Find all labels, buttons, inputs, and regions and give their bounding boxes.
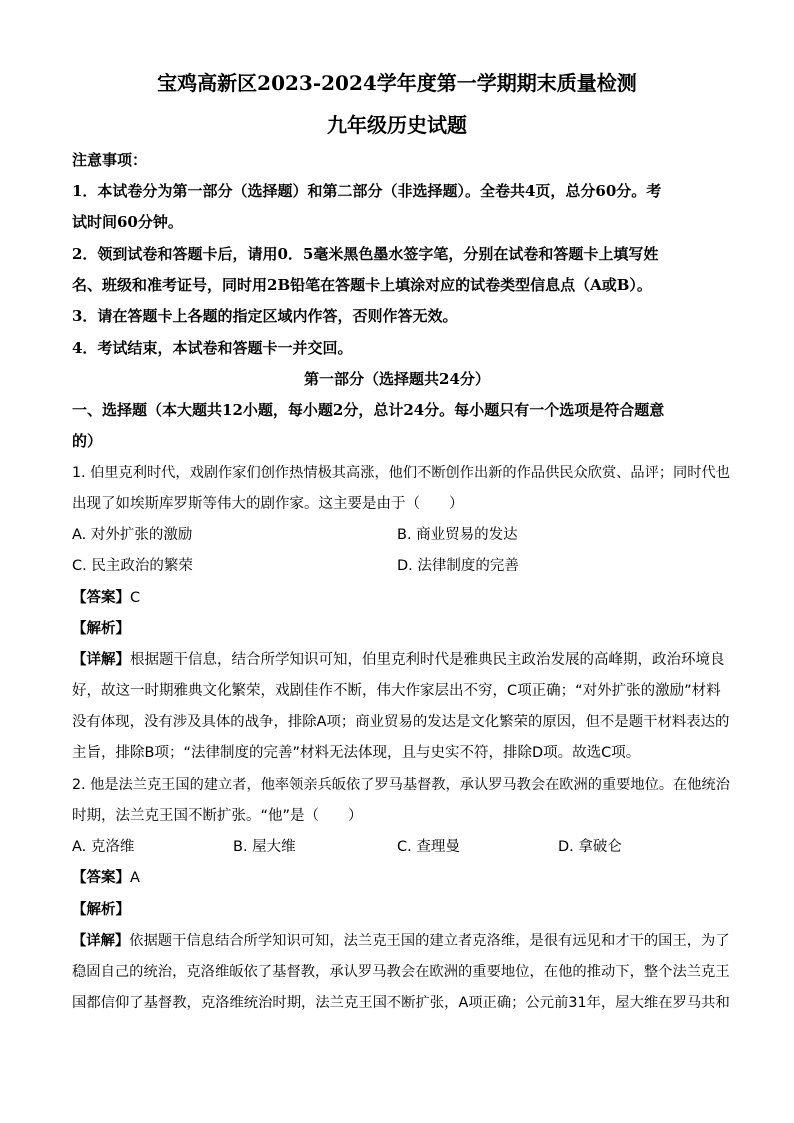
notice-line: 3．请在答题卡上各题的指定区域内作答，否则作答无效。 bbox=[72, 307, 458, 325]
part1-heading: 第一部分（选择题共24分） bbox=[304, 370, 490, 388]
detail-label: 【详解】 bbox=[72, 652, 130, 668]
q2-option-b: B. 屋大维 bbox=[233, 839, 296, 855]
q1-option-c: C. 民主政治的繁荣 bbox=[72, 558, 193, 574]
q1-analysis-label: 【解析】 bbox=[72, 621, 130, 637]
q2-stem: 2. 他是法兰克王国的建立者，他率领亲兵皈依了罗马基督教，承认罗马教会在欧洲的重要地位。在他统治 bbox=[72, 777, 730, 793]
q2-answer bbox=[72, 868, 140, 888]
notice-line: 试时间60分钟。 bbox=[72, 213, 183, 231]
exam-title: 宝鸡高新区2023-2024学年度第一学期期末质量检测 bbox=[157, 71, 637, 95]
q1-detail bbox=[72, 650, 725, 670]
notice-line: 2．领到试卷和答题卡后，请用0．5毫米黑色墨水签字笔，分别在试卷和答题卡上填写姓 bbox=[72, 245, 659, 263]
notice-line: 名、班级和准考证号，同时用2B铅笔在答题卡上填涂对应的试卷类型信息点（A或B）。 bbox=[72, 276, 652, 294]
q1-stem: 1. 伯里克利时代，戏剧作家们创作热情极其高涨，他们不断创作出新的作品供民众欣赏、品评；同时代也 bbox=[72, 465, 730, 481]
q2-stem-cont: 时期，法兰克王国不断扩张。“他”是（ ） bbox=[72, 808, 363, 824]
q2-option-c: C. 查理曼 bbox=[397, 839, 460, 855]
notice-heading: 注意事项： bbox=[72, 151, 148, 169]
detail-label: 【详解】 bbox=[72, 933, 130, 949]
q2-option-d: D. 拿破仑 bbox=[558, 839, 622, 855]
q1-answer bbox=[72, 588, 140, 608]
q1-option-b: B. 商业贸易的发达 bbox=[397, 527, 518, 543]
detail-text: 依据题干信息结合所学知识可知，法兰克王国的建立者克洛维，是很有远见和才干的国王，为了 bbox=[129, 933, 730, 949]
answer-value: A bbox=[130, 870, 140, 886]
notice-line: 1．本试卷分为第一部分（选择题）和第二部分（非选择题）。全卷共4页，总分60分。考 bbox=[72, 182, 662, 200]
answer-label: 【答案】 bbox=[72, 870, 130, 886]
answer-label: 【答案】 bbox=[72, 590, 130, 606]
section-heading-cont: 的） bbox=[72, 432, 103, 450]
detail-text: 根据题干信息，结合所学知识可知，伯里克利时代是雅典民主政治发展的高峰期，政治环境良 bbox=[130, 652, 725, 668]
q1-detail-cont: 主旨，排除B项；“法律制度的完善”材料无法体现，且与史实不符，排除D项。故选C项。 bbox=[72, 745, 641, 761]
q2-detail bbox=[72, 931, 730, 951]
q1-option-d: D. 法律制度的完善 bbox=[397, 558, 519, 574]
q2-analysis-label: 【解析】 bbox=[72, 902, 130, 918]
q2-detail-cont: 国都信仰了基督教，克洛维统治时期，法兰克王国不断扩张，A项正确；公元前31年，屋大维在罗马共和 bbox=[72, 995, 730, 1011]
exam-subtitle: 九年级历史试题 bbox=[327, 113, 467, 137]
notice-line: 4．考试结束，本试卷和答题卡一并交回。 bbox=[72, 339, 353, 357]
q2-detail-cont: 稳固自己的统治，克洛维皈依了基督教，承认罗马教会在欧洲的重要地位，在他的推动下，整个法兰克王 bbox=[72, 964, 730, 980]
q1-detail-cont: 没有体现，没有涉及具体的战争，排除A项；商业贸易的发达是文化繁荣的原因，但不是题干材料表达的 bbox=[72, 714, 730, 730]
q1-option-a: A. 对外扩张的激励 bbox=[72, 527, 193, 543]
answer-value: C bbox=[130, 590, 141, 606]
q2-option-a: A. 克洛维 bbox=[72, 839, 135, 855]
q1-stem-cont: 出现了如埃斯库罗斯等伟大的剧作家。这主要是由于（ ） bbox=[72, 496, 464, 512]
section-heading: 一、选择题（本大题共12小题，每小题2分，总计24分。每小题只有一个选项是符合题意 bbox=[72, 401, 665, 419]
q1-detail-cont: 好，故这一时期雅典文化繁荣，戏剧佳作不断，伟大作家层出不穷，C项正确；“对外扩张的激励”材料 bbox=[72, 683, 721, 699]
